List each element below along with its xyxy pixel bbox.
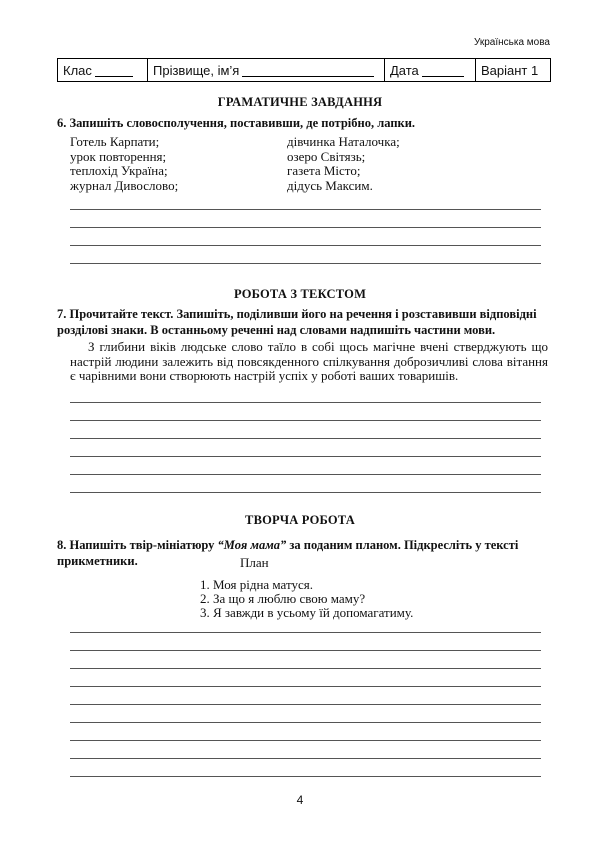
- answer-line[interactable]: [70, 438, 541, 439]
- answer-line[interactable]: [70, 456, 541, 457]
- answer-line[interactable]: [70, 740, 541, 741]
- answer-line[interactable]: [70, 227, 541, 228]
- date-blank[interactable]: [422, 64, 464, 77]
- phrase-item: урок повторення;: [70, 148, 167, 164]
- class-blank[interactable]: [95, 64, 133, 77]
- variant-cell: [476, 59, 550, 81]
- task-7-number: 7.: [57, 307, 67, 321]
- section-title-text-work: РОБОТА З ТЕКСТОМ: [233, 287, 367, 301]
- answer-line[interactable]: [70, 686, 541, 687]
- answer-line[interactable]: [70, 776, 541, 777]
- plan-item: 3. Я завжди в усьому їй допомагатиму.: [200, 605, 414, 620]
- phrases-column-2: [287, 135, 400, 193]
- date-cell: [385, 59, 476, 81]
- answer-line[interactable]: [70, 722, 541, 723]
- phrase-item: озеро Світязь;: [287, 148, 366, 164]
- name-cell: [148, 59, 385, 81]
- task-7: [57, 306, 547, 338]
- phrase-item: теплохід Україна;: [70, 163, 168, 178]
- answer-line[interactable]: [70, 209, 541, 210]
- plan-item: 2. За що я люблю свою маму?: [200, 591, 366, 606]
- subject-label: Українська мова: [473, 37, 550, 48]
- essay-title: “Моя мама”: [217, 538, 287, 552]
- phrase-item: дідусь Максим.: [287, 177, 373, 193]
- task-6-number: 6.: [57, 116, 67, 130]
- answer-lines-8[interactable]: [70, 632, 541, 794]
- task-6-text: Запишіть словосполучення, поставивши, де потрібно, лапки.: [69, 116, 416, 130]
- phrase-item: газета Місто;: [287, 163, 361, 178]
- phrase-item: Готель Карпати;: [70, 134, 160, 149]
- task-8-text-end: за поданим планом. Підкресліть у тексті прикметники.: [57, 538, 519, 568]
- answer-line[interactable]: [70, 492, 541, 493]
- answer-line[interactable]: [70, 704, 541, 705]
- variant-label: Варіант 1: [481, 62, 539, 78]
- task-8: [57, 537, 547, 569]
- answer-line[interactable]: [70, 245, 541, 246]
- phrases-column-1: [70, 135, 178, 193]
- class-label: Клас: [63, 62, 92, 78]
- phrase-item: дівчинка Наталочка;: [287, 134, 400, 149]
- section-title-grammar: ГРАМАТИЧНЕ ЗАВДАННЯ: [217, 95, 383, 109]
- plan-label: План: [240, 555, 269, 570]
- task-7-text: Прочитайте текст. Запишіть, поділивши його на речення і розставивши відповідні розділові знаки. В останньому реченні над словами надпишіть частини мови.: [57, 307, 537, 337]
- name-blank[interactable]: [242, 64, 374, 77]
- source-paragraph: З глибини віків людське слово таїло в собі щось магічне вчені стверджують що настрій людини залежить від повсякденного спілкування доброзичливі слова вітання є чарівними вони створюють настрій успіх у роботі ваших товаришів.: [70, 339, 548, 383]
- answer-line[interactable]: [70, 263, 541, 264]
- answer-line[interactable]: [70, 668, 541, 669]
- student-info-table: [57, 58, 551, 82]
- answer-line[interactable]: [70, 420, 541, 421]
- answer-lines-7[interactable]: [70, 402, 541, 510]
- answer-line[interactable]: [70, 402, 541, 403]
- phrase-item: журнал Дивослово;: [70, 177, 179, 193]
- task-6: [57, 115, 547, 131]
- date-label: Дата: [390, 62, 419, 78]
- page-number: 4: [296, 793, 304, 807]
- answer-line[interactable]: [70, 474, 541, 475]
- section-title-creative: ТВОРЧА РОБОТА: [245, 513, 355, 527]
- plan-item: 1. Моя рідна матуся.: [200, 577, 314, 592]
- answer-lines-6[interactable]: [70, 209, 541, 281]
- answer-line[interactable]: [70, 650, 541, 651]
- answer-line[interactable]: [70, 758, 541, 759]
- task-8-text-start: Напишіть твір-мініатюру: [69, 538, 218, 552]
- name-label: Прізвище, ім’я: [153, 62, 240, 78]
- answer-line[interactable]: [70, 632, 541, 633]
- task-8-number: 8.: [57, 538, 67, 552]
- class-cell: [58, 59, 148, 81]
